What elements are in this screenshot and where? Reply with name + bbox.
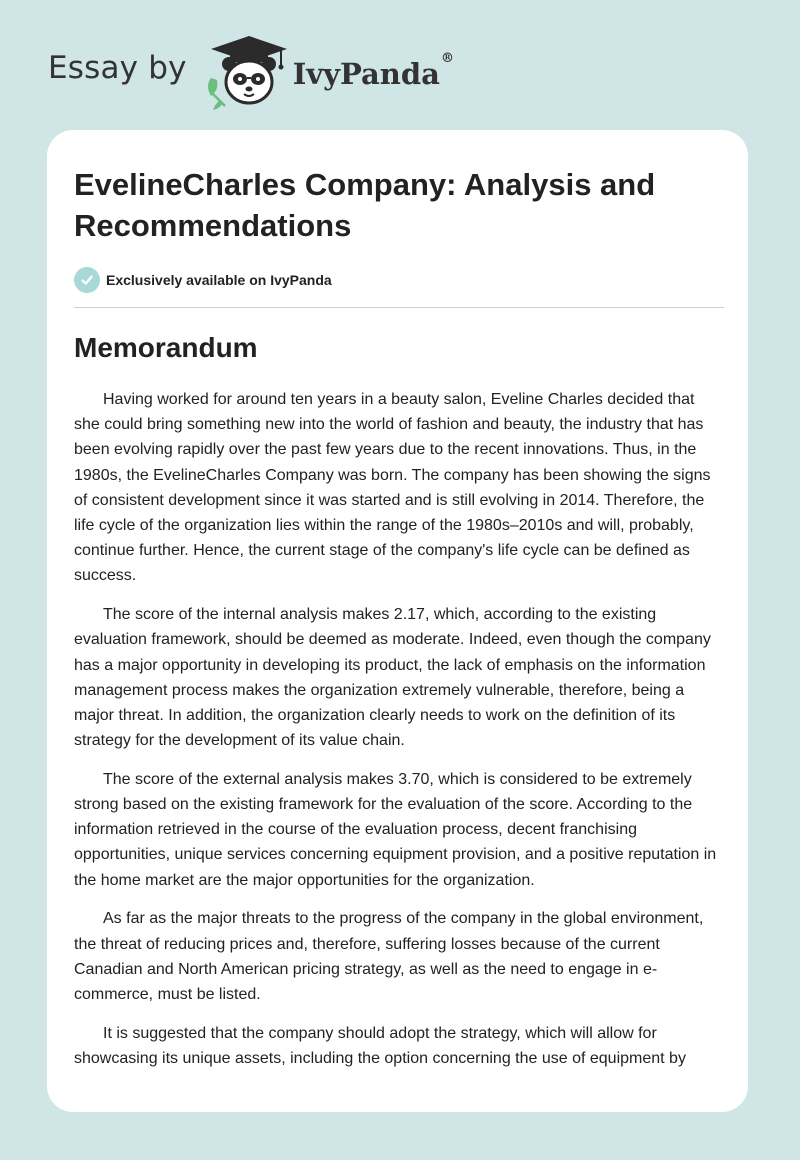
essay-by-label: Essay by <box>48 50 187 86</box>
paragraph: The score of the external analysis makes 3.70, which is considered to be extremely strong based on the existing framework for the evaluation of the score. According to the information retrieved in the course of the evaluation process, decent franchising opportunities, unique services concerning equipment provision, and a positive reputation in the home market are the major opportunities for the organization. <box>74 770 717 889</box>
checkmark-icon <box>74 267 100 293</box>
ivypanda-wordmark: IvyPanda® <box>292 51 454 91</box>
paragraph: Having worked for around ten years in a beauty salon, Eveline Charles decided that she could bring something new into the world of fashion and beauty, the industry that has been evolving rapidly over the past few years due to the recent innovations. Thus, in the 1980s, the EvelineCharles Company was born. The company has been showing the signs of consistent development since it was started and is still evolving in 2014. Therefore, the life cycle of the organization lies within the range of the 1980s–2010s and will, probably, continue further. Hence, the current stage of the company's life cycle can be defined as success. <box>74 391 711 585</box>
paragraph: As far as the major threats to the progress of the company in the global environment, the threat of reducing prices and, therefore, suffering losses because of the current Canadian and North American pricing strategy, as well as the need to engage in e-commerce, must be listed. <box>74 910 704 1003</box>
article-title: EvelineCharles Company: Analysis and Recommendations <box>74 167 656 243</box>
ivypanda-logo-icon <box>201 34 297 110</box>
paragraph: It is suggested that the company should adopt the strategy, which will allow for showcasing its unique assets, including the option concerning the use of equipment by <box>74 1024 686 1067</box>
paragraph: The score of the internal analysis makes 2.17, which, according to the existing evaluation framework, should be deemed as moderate. Indeed, even though the company has a major opportunity in developing its product, the lack of emphasis on the information management process makes the organization extremely vulnerable, therefore, being a major threat. In addition, the organization clearly needs to work on the definition of its strategy for the development of its value chain. <box>74 606 711 750</box>
exclusive-badge-label: Exclusively available on IvyPanda <box>106 272 332 288</box>
article-content <box>74 130 724 1071</box>
divider <box>74 307 724 308</box>
brand-header[interactable] <box>48 34 454 110</box>
exclusive-badge <box>74 267 724 293</box>
article-card <box>47 130 748 1112</box>
section-heading: Memorandum <box>74 332 258 363</box>
